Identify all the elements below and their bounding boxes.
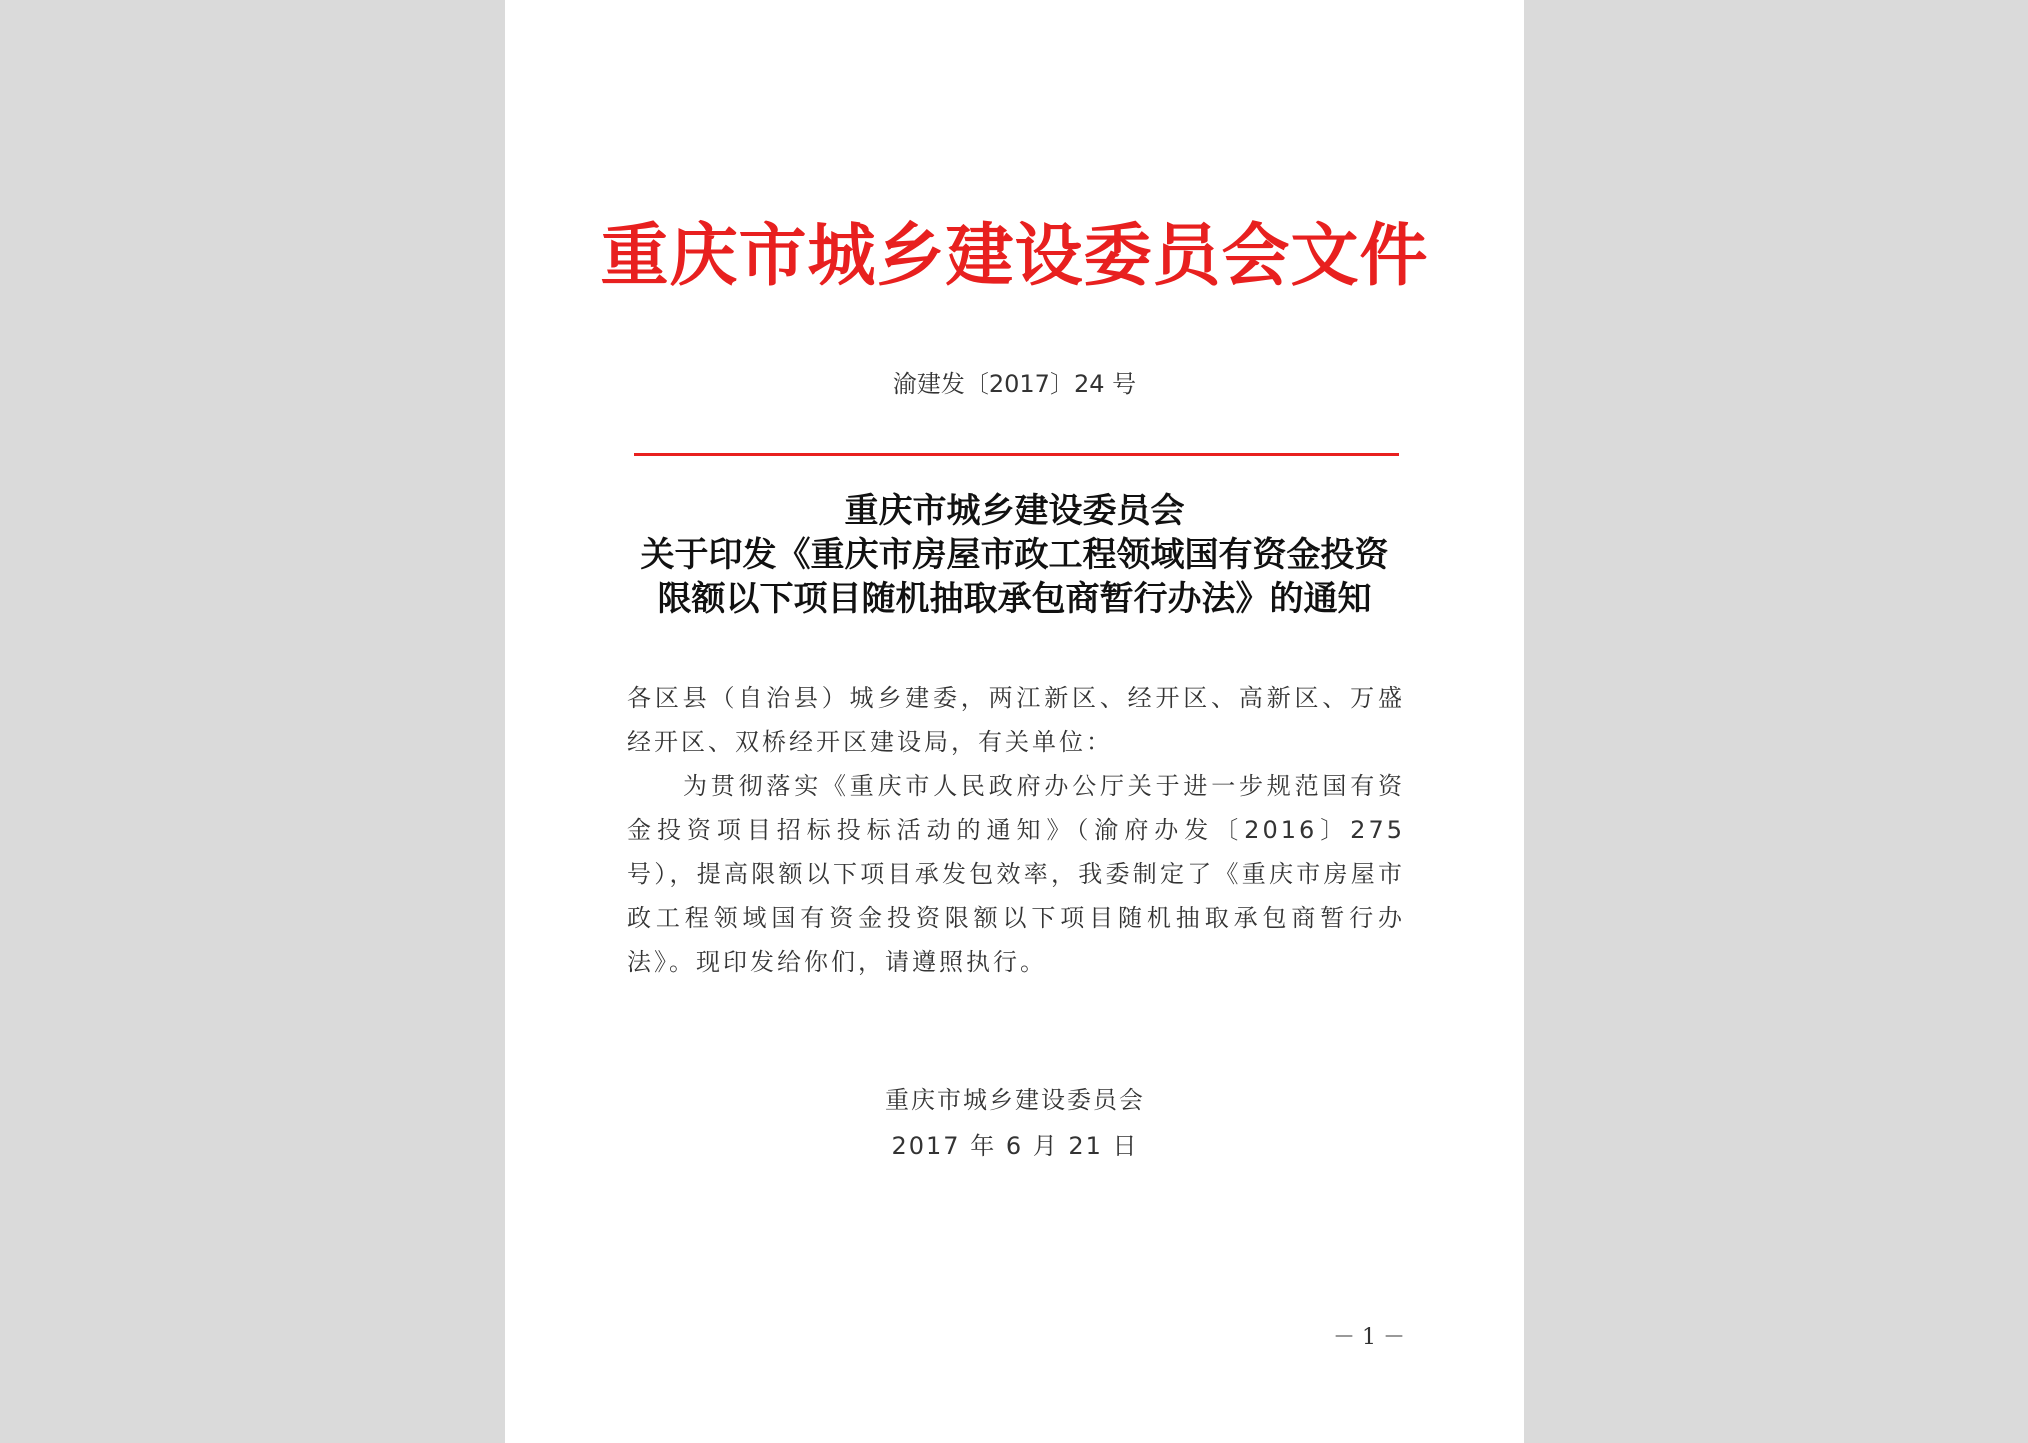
document-number: 渝建发〔2017〕24 号 (892, 370, 1137, 398)
document-body (627, 676, 1405, 984)
title-line: 关于印发《重庆市房屋市政工程领域国有资金投资 (640, 535, 1389, 575)
title-line: 限额以下项目随机抽取承包商暂行办法》的通知 (657, 579, 1372, 619)
document-page (505, 0, 1524, 1443)
title-line: 重庆市城乡建设委员会 (844, 491, 1185, 531)
signature-organization: 重庆市城乡建设委员会 (885, 1086, 1145, 1114)
red-divider (634, 453, 1399, 456)
signature-block (505, 1077, 1524, 1169)
document-title (615, 489, 1414, 621)
body-paragraph: 为贯彻落实《重庆市人民政府办公厅关于进一步规范国有资金投资项目招标投标活动的通知》（渝府办发〔2016〕275 号），提高限额以下项目承发包效率，我委制定了《重庆市房屋市政工程领域国有资金投资限额以下项目随机抽取承包商暂行办法》。现印发给你们，请遵照执行。 (627, 772, 1405, 976)
document-header: 重庆市城乡建设委员会文件 (600, 216, 1429, 296)
salutation: 各区县（自治县）城乡建委，两江新区、经开区、高新区、万盛经开区、双桥经开区建设局，有关单位： (627, 684, 1405, 756)
signature-date: 2017 年 6 月 21 日 (891, 1132, 1139, 1160)
page-number: － 1 － (1333, 1325, 1405, 1350)
